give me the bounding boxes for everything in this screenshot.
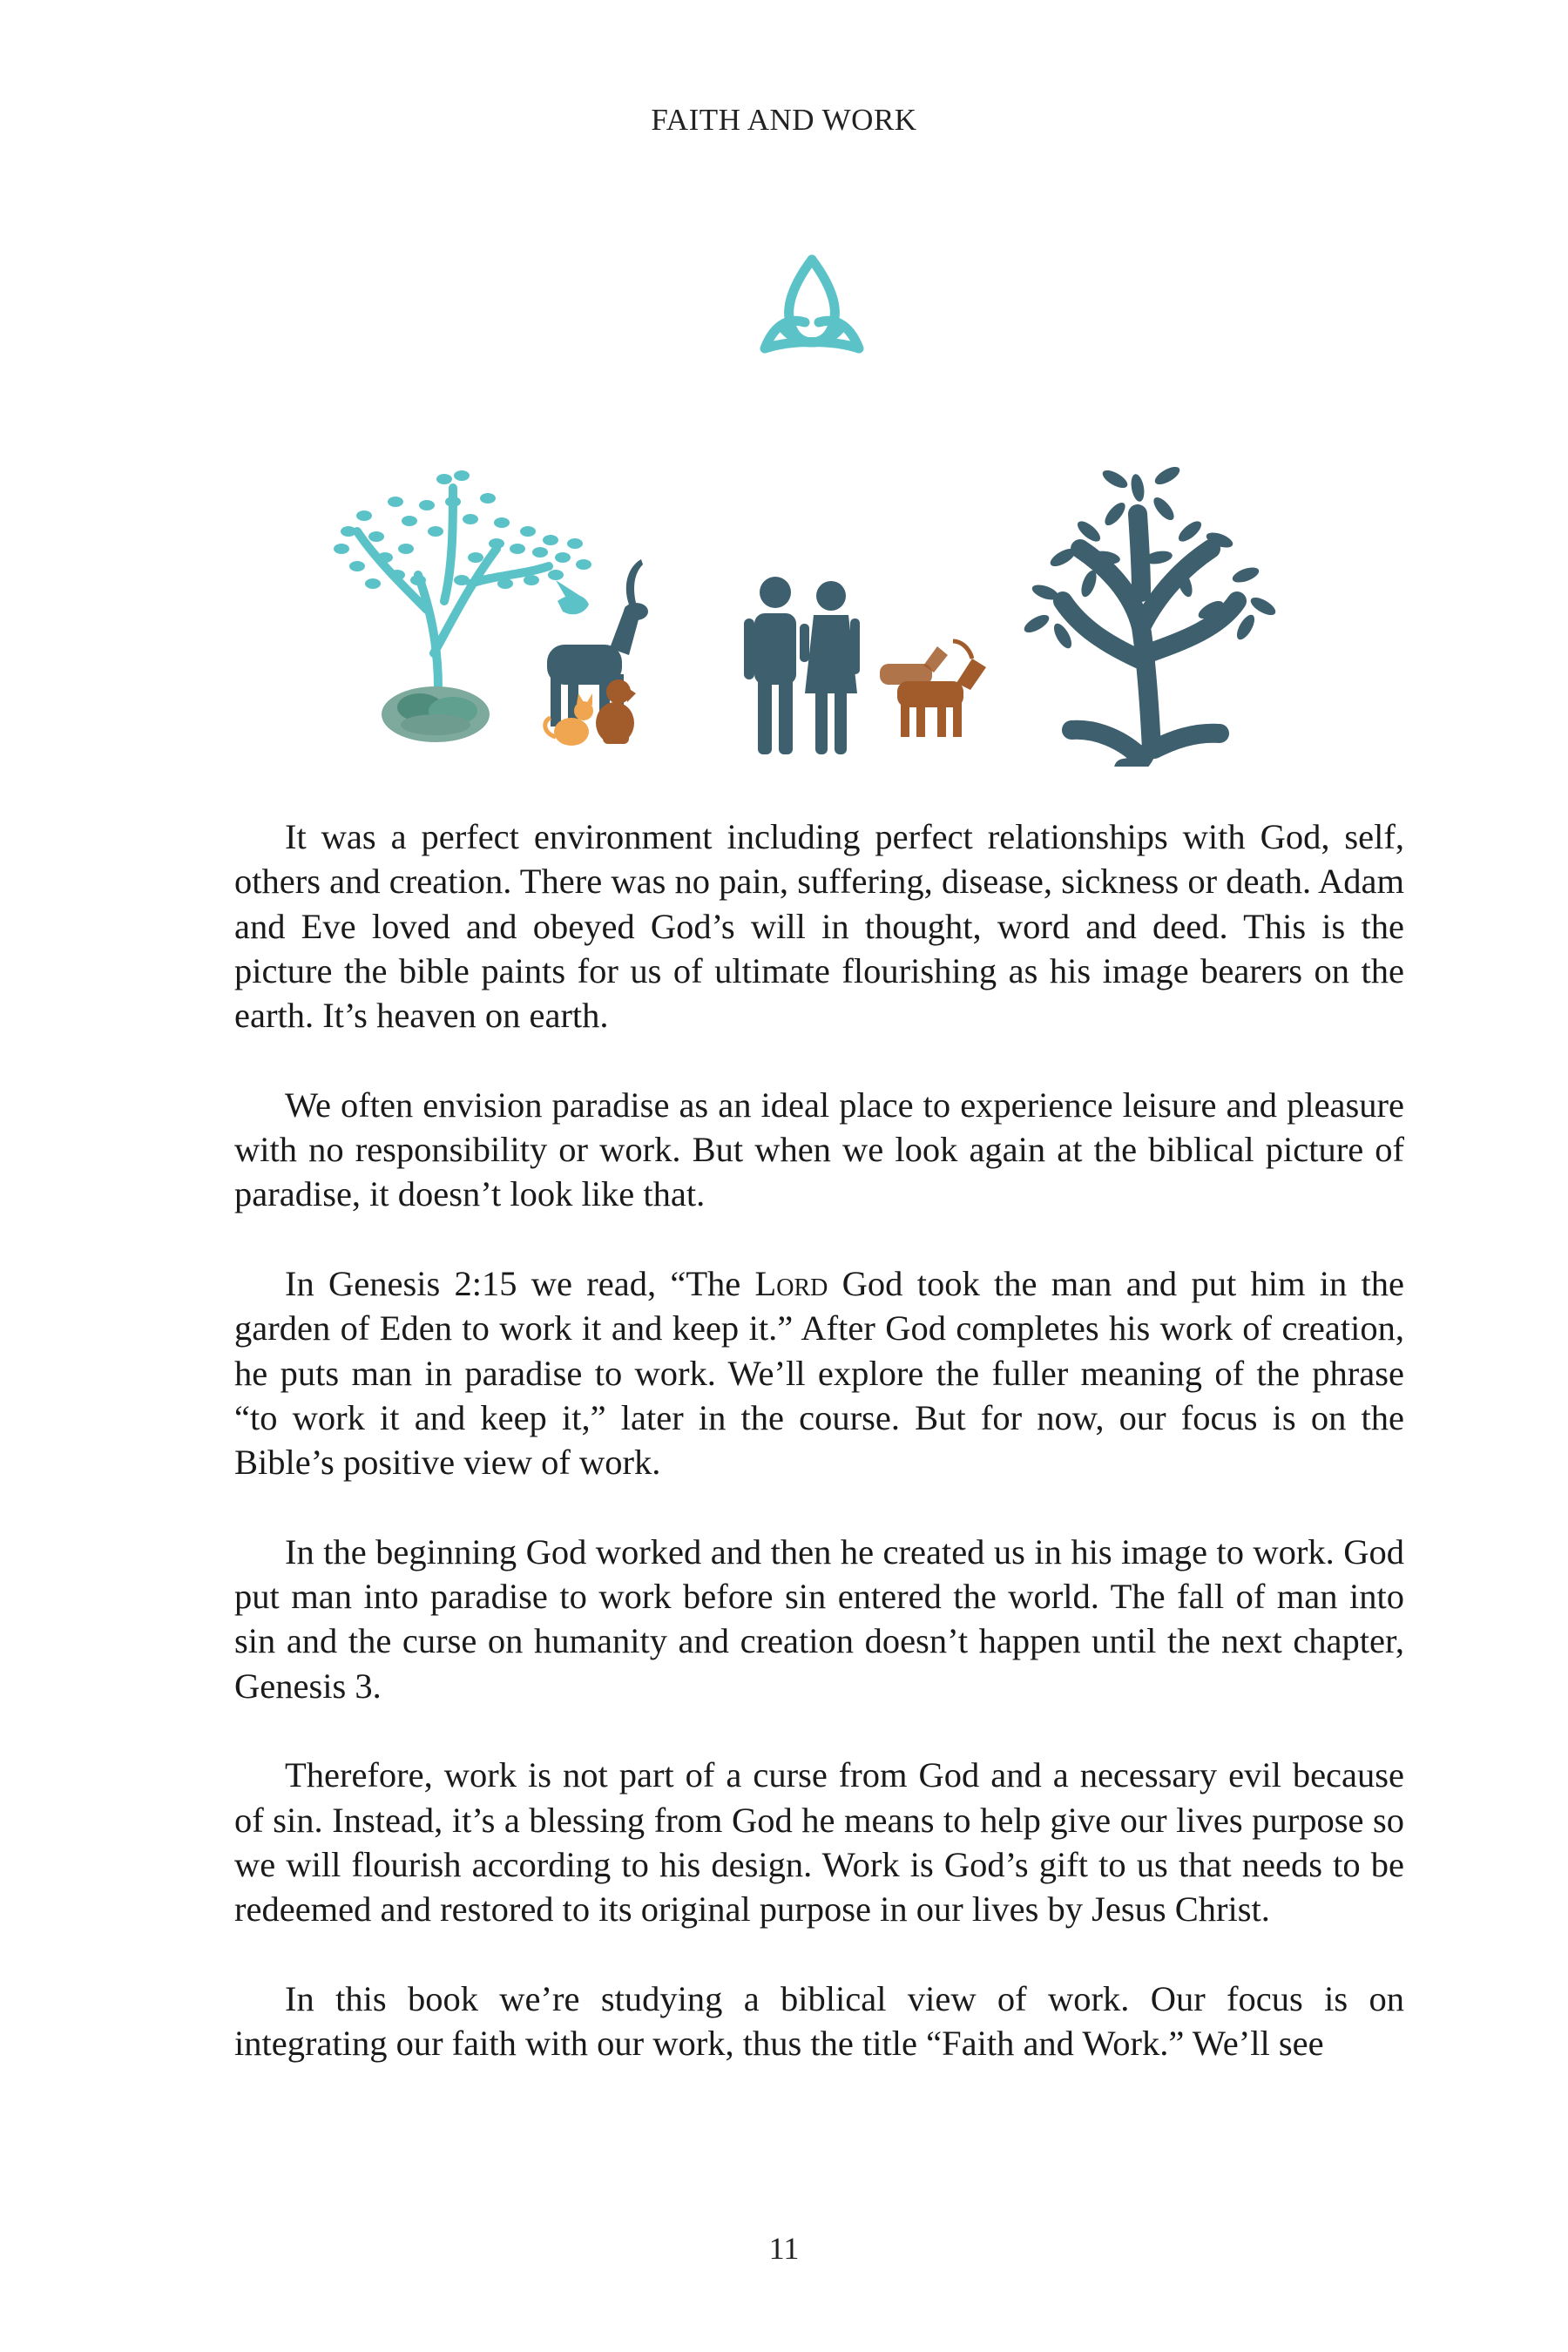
paragraph: Therefore, work is not part of a curse from God and a necessary evil because of sin. Instead, it’s a blessing from God he means to help give our lives purpose so we will flourish according to his design. Work is God’s gift to us that needs to be redeemed and restored to its original purpose in our lives by Jesus Christ. <box>234 1755 1404 1930</box>
olive-tree-icon <box>1022 463 1279 767</box>
paragraph: In this book we’re studying a biblical view of work. Our focus is on integrating our faith with our work, thus the title “Faith and Work.” We’ll see <box>234 1978 1404 2064</box>
man-icon <box>744 577 796 754</box>
paragraph-text: In Genesis 2:15 we read, “The <box>285 1263 755 1303</box>
bird-icon <box>556 580 589 614</box>
shrub-icon <box>382 686 490 742</box>
creation-illustration <box>322 453 1315 767</box>
lord-small-caps: Lord <box>754 1263 828 1303</box>
paragraph: In the beginning God worked and then he created us in his image to work. God put man into paradise to work before sin entered the world. The fall of man into sin and the curse on humanity and creation doesn’t happen until the next chapter, Genesis 3. <box>234 1531 1404 1706</box>
running-header: FAITH AND WORK <box>651 103 917 137</box>
goat-icon <box>880 641 986 737</box>
paragraph: We often envision paradise as an ideal place to experience leisure and pleasure with no responsibility or work. But when we look again at the biblical picture of paradise, it doesn’t look like that. <box>234 1085 1404 1214</box>
woman-icon <box>800 581 860 754</box>
triquetra-icon <box>756 253 868 361</box>
page-number: 11 <box>768 2231 800 2266</box>
paragraph <box>234 1261 1404 1484</box>
paragraph-text: God took the man and put him in the garden of Eden to work it and keep it.” After God completes his work of creation, he puts man in paradise to work. We’ll explore the fuller meaning of the phrase “to work it and keep it,” later in the course. But for now, our focus is on the Bible’s positive view of work. <box>234 1263 1404 1483</box>
paragraph: It was a perfect environment including perfect relationships with God, self, others and creation. There was no pain, suffering, disease, sickness or death. Adam and Eve loved and obeyed God’s will in thought, word and deed. This is the picture the bible paints for us of ultimate flourishing as his image bearers on the earth. It’s heaven on earth. <box>234 817 1404 1036</box>
body-text <box>234 814 1404 2111</box>
